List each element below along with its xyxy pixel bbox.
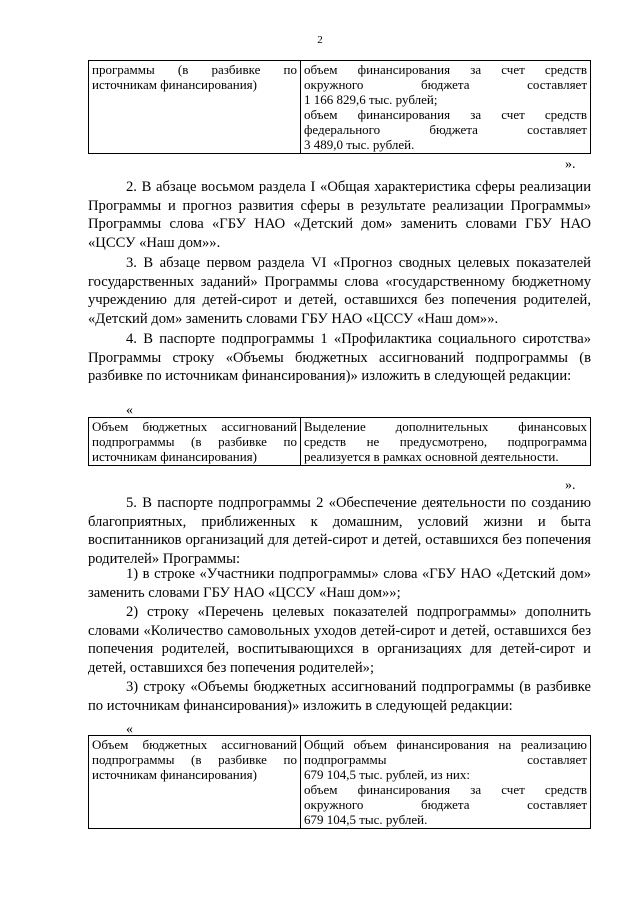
- table-cell-line: подпрограммы (в разбивке по: [92, 434, 297, 449]
- paragraph-5-1-text: 1) в строке «Участники подпрограммы» слова «ГБУ НАО «Детский дом» заменить словами ГБУ НАО «ЦССУ «Наш дом»»;: [88, 566, 591, 601]
- table-cell-line: федерального бюджета составляет: [304, 122, 587, 137]
- table-cell-line: реализуется в рамках основной деятельности.: [304, 449, 559, 464]
- paragraph-3: [88, 254, 591, 328]
- opening-quote: «: [126, 722, 133, 737]
- table-right-cell: [301, 736, 591, 829]
- paragraph-5-1: [88, 565, 591, 602]
- paragraph-3-text: 3. В абзаце первом раздела VI «Прогноз сводных целевых показателей государственных заданий» Программы слова «государственному бюджетному учреждению для детей-сирот и детей, оставшихся без попечения родителей, «Детский дом» заменить словами ГБУ НАО «ЦССУ «Наш дом»».: [88, 255, 591, 327]
- table-cell-line: источникам финансирования): [92, 767, 257, 782]
- table-cell-line: Объем бюджетных ассигнований: [92, 737, 297, 752]
- table-right-cell: [301, 61, 591, 154]
- paragraph-2-text: 2. В абзаце восьмом раздела I «Общая характеристика сферы реализации Программы и прогноз развития сферы в результате реализации Программы» Программы слова «ГБУ НАО «Детский дом» заменить словами ГБУ НАО «ЦССУ «Наш дом»».: [88, 179, 591, 251]
- table-left-cell: [89, 418, 301, 466]
- financing-table-program: [88, 60, 591, 154]
- table-cell-line: Выделение дополнительных финансовых: [304, 419, 587, 434]
- table-left-cell: [89, 736, 301, 829]
- paragraph-4: [88, 330, 591, 386]
- table-cell-line: 679 104,5 тыс. рублей, из них:: [304, 767, 470, 782]
- table-cell-line: объем финансирования за счет средств: [304, 62, 587, 77]
- table-right-cell: [301, 418, 591, 466]
- paragraph-5-3-text: 3) строку «Объемы бюджетных ассигнований подпрограммы (в разбивке по источникам финансирования)» изложить в следующей редакции:: [88, 679, 591, 714]
- closing-quote: ».: [565, 157, 576, 172]
- paragraph-5-2-text: 2) строку «Перечень целевых показателей подпрограммы» дополнить словами «Количество самовольных уходов детей-сирот и детей, оставшихся без попечения родителей, воспитывающихся в организациях для детей-сирот и детей, оставшихся без попечения родителей»;: [88, 604, 591, 676]
- paragraph-5-text: 5. В паспорте подпрограммы 2 «Обеспечение деятельности по созданию благоприятных, приближенных к домашним, условий жизни и быта воспитанников организаций для детей-сирот и детей, оставшихся без попечения родителей» Программы:: [88, 495, 591, 567]
- table-cell-line: окружного бюджета составляет: [304, 797, 587, 812]
- paragraph-5-2: [88, 603, 591, 677]
- page-number: 2: [317, 34, 323, 46]
- table-cell-line: средств не предусмотрено, подпрограмма: [304, 434, 587, 449]
- table-cell-line: подпрограммы составляет: [304, 752, 587, 767]
- closing-quote: ».: [565, 478, 576, 493]
- table-cell-line: 3 489,0 тыс. рублей.: [304, 137, 415, 152]
- paragraph-5: [88, 494, 591, 568]
- table-left-cell: [89, 61, 301, 154]
- table-cell-line: Объем бюджетных ассигнований: [92, 419, 297, 434]
- table-cell-line: 1 166 829,6 тыс. рублей;: [304, 92, 438, 107]
- paragraph-2: [88, 178, 591, 252]
- financing-table-subprogram-1: [88, 417, 591, 466]
- table-cell-line: подпрограммы (в разбивке по: [92, 752, 297, 767]
- opening-quote: «: [126, 403, 133, 418]
- paragraph-4-text: 4. В паспорте подпрограммы 1 «Профилактика социального сиротства» Программы строку «Объемы бюджетных ассигнований подпрограммы (в разбивке по источникам финансирования)» изложить в следующей редакции:: [88, 331, 591, 385]
- paragraph-5-3: [88, 678, 591, 715]
- table-cell-line: объем финансирования за счет средств: [304, 782, 587, 797]
- financing-table-subprogram-2: [88, 735, 591, 829]
- table-cell-line: источникам финансирования): [92, 77, 257, 92]
- table-cell-line: 679 104,5 тыс. рублей.: [304, 812, 428, 827]
- table-cell-line: окружного бюджета составляет: [304, 77, 587, 92]
- table-cell-line: источникам финансирования): [92, 449, 257, 464]
- table-cell-line: программы (в разбивке по: [92, 62, 297, 77]
- table-cell-line: Общий объем финансирования на реализацию: [304, 737, 587, 752]
- table-cell-line: объем финансирования за счет средств: [304, 107, 587, 122]
